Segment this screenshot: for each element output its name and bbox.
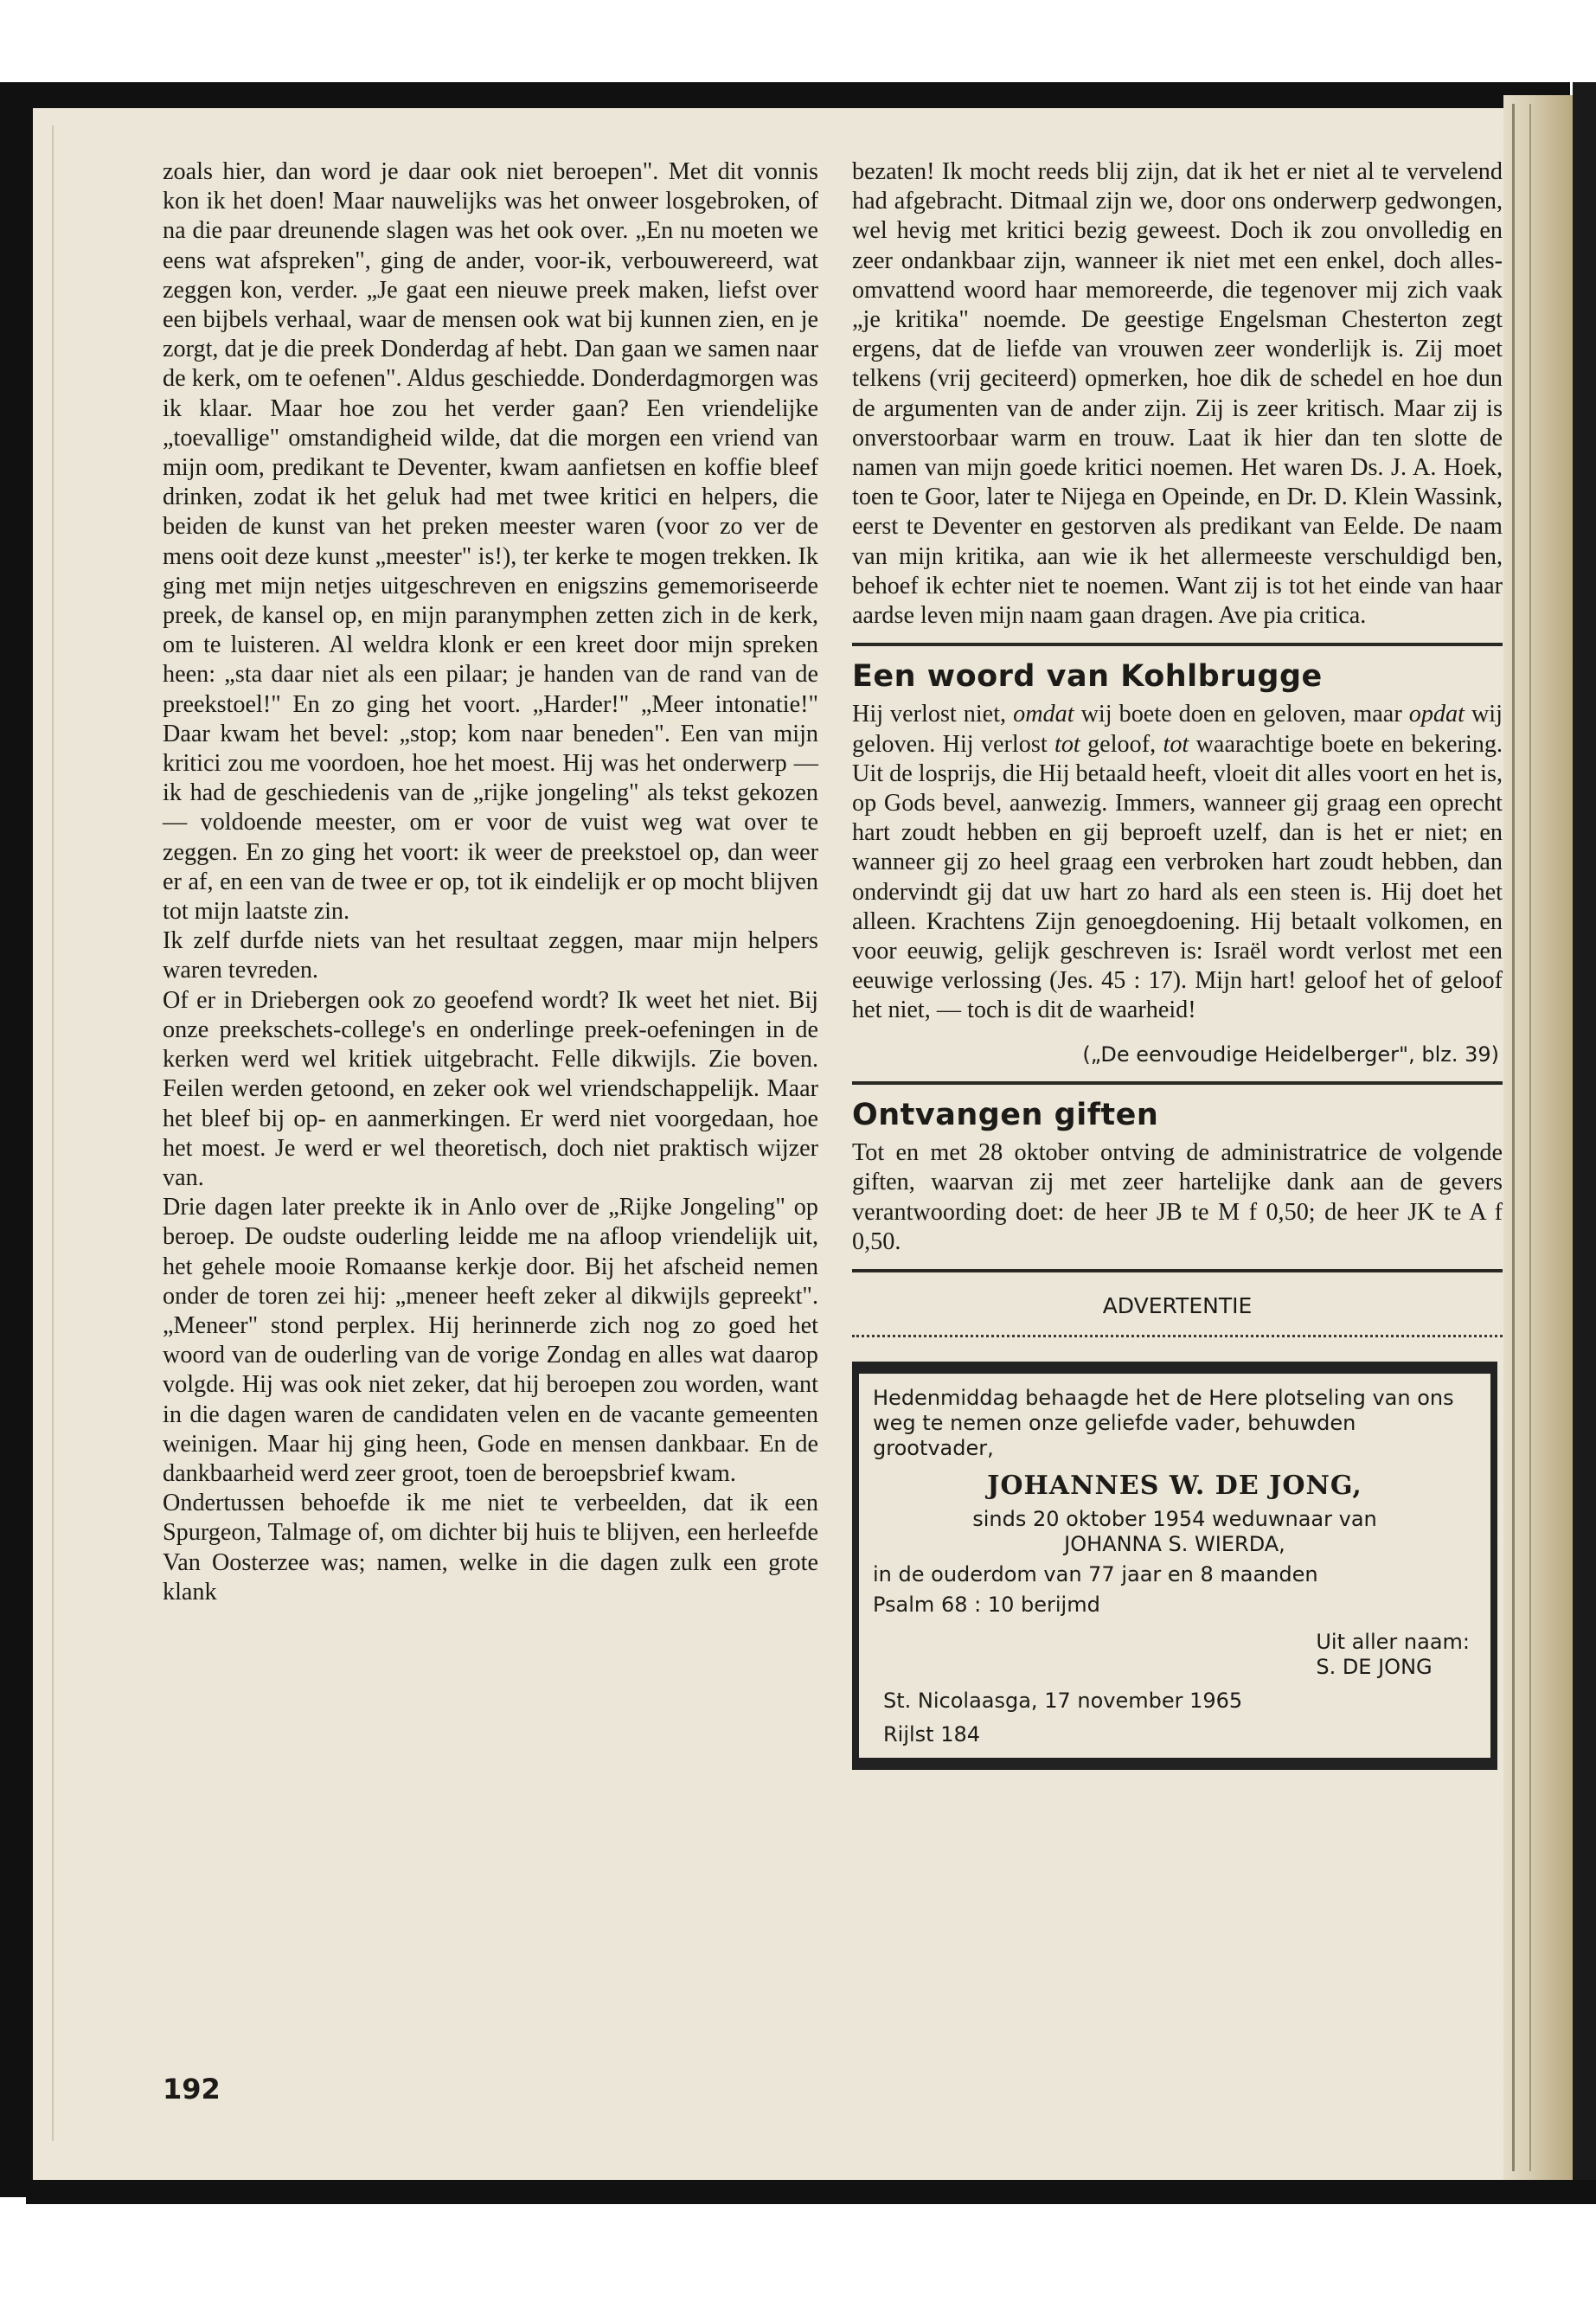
scan-frame-bottom bbox=[26, 2180, 1596, 2204]
notice-intro: Hedenmiddag behaagde het de Here plotseling van ons weg te nemen onze geliefde vader, behuwden grootvader, bbox=[873, 1386, 1454, 1461]
article-continuation: bezaten! Ik mocht reeds blij zijn, dat ik het er niet al te vervelend had afgebracht. Ditmaal zijn we, door ons onderwerp gedwongen, wel hevig met kritici bezig geweest. Doch ik zou onvolledig en zeer ondankbaar zijn, wanneer ik niet met een enkel, doch alles-omvattend woord haar memoreerde, die tegenover mij zich vaak „je kritika" noemde. De geestige Engelsman Chesterton zegt ergens, dat de liefde van vrouwen zeer wonderlijk is. Zij moet telkens (vrij geciteerd) opmerken, hoe dik de schedel en hoe dun de argumenten van de ander zijn. Zij is zeer kritisch. Maar zij is onverstoorbaar warm en trouw. Laat ik hier dan ten slotte de namen van mijn goede kritici noemen. Het waren Ds. J. A. Hoek, toen te Goor, later te Nijega en Opeinde, en Dr. D. Klein Wassink, eerst te Deventer en gestorven als predikant van Eelde. De naam van mijn kritika, aan wie ik het allermeeste verschuldigd ben, behoef ik echter niet te noemen. Want zij is tot het einde van haar aardse leven mijn naam gaan dragen. Ave pia critica. bbox=[852, 158, 1503, 630]
giften-text: Tot en met 28 oktober ontving de administratrice de volgende giften, waarvan zij met zeer hartelijke dank aan de gevers verantwoording doet: de heer JB te M f 0,50; de heer JK te A f 0,50. bbox=[852, 1139, 1503, 1255]
giften-heading: Ontvangen giften bbox=[852, 1097, 1159, 1132]
scan-frame-left bbox=[0, 82, 33, 2197]
notice-signoff-name: S. DE JONG bbox=[1316, 1655, 1433, 1680]
notice-signoff bbox=[873, 1630, 1477, 1680]
section-divider bbox=[852, 643, 1503, 646]
notice-widower-line: sinds 20 oktober 1954 weduwnaar van bbox=[972, 1507, 1377, 1532]
kohlbrugge-attribution: („De eenvoudige Heidelberger", blz. 39) bbox=[1082, 1042, 1499, 1067]
page-edge-line bbox=[52, 125, 54, 2141]
article-paragraph: Drie dagen later preekte ik in Anlo over de „Rijke Jongeling" op beroep. De oudste ouderling leidde me na afloop vriendelijk uit, het gehele mooie Romaanse kerkje door. Bij het afscheid nemen onder de toren zei hij: „meneer heeft zeker al dikwijls gepreekt". „Meneer" stond perplex. Hij herinnerde zich nog zo goed het woord van de ouderling van de vorige Zondag en alles wat daarop volgde. Hij was ook niet zeker, dat hij beroepen zou worden, want in die dagen waren de candidaten velen en de vacante gemeenten weinigen. Maar hij ging heen, Gode en mensen dankbaar. En de dankbaarheid werd zeer groot, toen de beroepsbrief kwam. bbox=[163, 1194, 818, 1487]
scan-frame-top bbox=[0, 82, 1570, 108]
page-number: 192 bbox=[163, 2073, 221, 2106]
right-column bbox=[852, 157, 1503, 1770]
section-divider bbox=[852, 1081, 1503, 1085]
scan-frame-right bbox=[1573, 82, 1596, 2202]
left-column bbox=[163, 157, 818, 1607]
spine-line bbox=[1512, 104, 1515, 2171]
spine-line bbox=[1529, 104, 1531, 2171]
article-paragraph: Ik zelf durfde niets van het resultaat zeggen, maar mijn helpers waren tevreden. bbox=[163, 927, 818, 984]
article-paragraph: Of er in Driebergen ook zo geoefend wordt? Ik weet het niet. Bij onze preekschets-college's en onderlinge preek-oefeningen in de kerken werd wel kritiek uitgebracht. Felle dikwijls. Zie boven. Feilen werden getoond, en zeker ook wel vriendschappelijk. Maar het bleef bij op- en aanmerkingen. Er werd niet voorgedaan, hoe het moest. Je werd er wel theoretisch, doch niet praktisch wijzer van. bbox=[163, 986, 818, 1191]
ad-divider bbox=[852, 1335, 1503, 1337]
article-paragraph: Ondertussen behoefde ik me niet te verbeelden, dat ik een Spurgeon, Talmage of, om dichter bij huis te blijven, een herleefde Van Oosterzee was; namen, welke in die dagen zulk een grote klank bbox=[163, 1490, 818, 1606]
kohlbrugge-text: Hij verlost niet, omdat wij boete doen en geloven, maar opdat wij geloven. Hij verlost tot geloof, tot waarachtige boete en bekering. Uit de losprijs, die Hij betaald heeft, vloeit dit alles voort en het is, op Gods bevel, aanwezig. Immers, wanneer gij graag een oprecht hart zoudt hebben en gij beproeft uzelf, dan is het er niet; en wanneer gij zo heel graag een verbroken hart zoudt hebben, dan ondervindt gij dat uw hart zo hard als een steen is. Hij doet het alleen. Krachtens Zijn genoegdoening. Hij betaalt volkomen, en voor eeuwig, gelijk geschreven is: Israël wordt verlost met een eeuwige verlossing (Jes. 45 : 17). Mijn hart! geloof het of geloof het niet, — toch is dit de waarheid! bbox=[852, 701, 1503, 1024]
advertentie-label: ADVERTENTIE bbox=[1102, 1292, 1253, 1318]
notice-age: in de ouderdom van 77 jaar en 8 maanden bbox=[873, 1562, 1318, 1587]
notice-signoff-label: Uit aller naam: bbox=[1316, 1630, 1470, 1655]
notice-address: Rijlst 184 bbox=[883, 1722, 981, 1747]
notice-psalm: Psalm 68 : 10 berijmd bbox=[873, 1593, 1100, 1618]
notice-deceased-name: JOHANNES W. DE JONG, bbox=[987, 1471, 1362, 1502]
kohlbrugge-heading: Een woord van Kohlbrugge bbox=[852, 659, 1323, 695]
notice-spouse-name: JOHANNA S. WIERDA, bbox=[1064, 1532, 1285, 1557]
article-paragraph: zoals hier, dan word je daar ook niet beroepen". Met dit vonnis kon ik het doen! Maar nauwelijks was het onweer losgebroken, of na die paar dreunende slagen was het ook over. „En nu moeten we eens wat afspreken", ging de ander, voor-ik, verbouwereerd, wat zeggen kon, verder. „Je gaat een nieuwe preek maken, liefst over een bijbels verhaal, waar de mensen ook wat bij kunnen zien, en je zorgt, dat je die preek Donderdag af hebt. Dan gaan we samen naar de kerk, om te oefenen". Aldus geschiedde. Donderdagmorgen was ik klaar. Maar hoe zou het verder gaan? Een vriendelijke „toevallige" omstandigheid wilde, dat die morgen een vriend van mijn oom, predikant te Deventer, kwam aanfietsen en koffie bleef drinken, zodat ik het geluk had met twee kritici en helpers, die beiden de kunst van het preken meester waren (voor zo ver de mens ooit deze kunst „meester" is!), ter kerke te mogen trekken. Ik ging met mijn netjes uitgeschreven en enigszins gememoriseerde preek, de kansel op, en mijn paranymphen zetten zich in de kerk, om te luisteren. Al weldra klonk er een kreet door mijn spreken heen: „sta daar niet als een pilaar; je handen van de rand van de preekstoel!" En zo ging het voort. „Harder!" „Meer intonatie!" Daar kwam het bevel: „stop; kom naar beneden". Een van mijn kritici zou me voordoen, hoe het moest. Hij was het onderwerp — ik had de geschiedenis van de „rijke jongeling" als tekst gekozen — voldoende meester, om er voor de vuist weg wat over te zeggen. En zo ging het voort: ik weer de preekstoel op, dan weer er af, en een van de twee er op, tot ik eindelijk er op mocht blijven tot mijn laatste zin. bbox=[163, 158, 818, 926]
section-divider bbox=[852, 1269, 1503, 1272]
notice-place-date: St. Nicolaasga, 17 november 1965 bbox=[883, 1689, 1243, 1714]
death-notice bbox=[852, 1362, 1497, 1770]
